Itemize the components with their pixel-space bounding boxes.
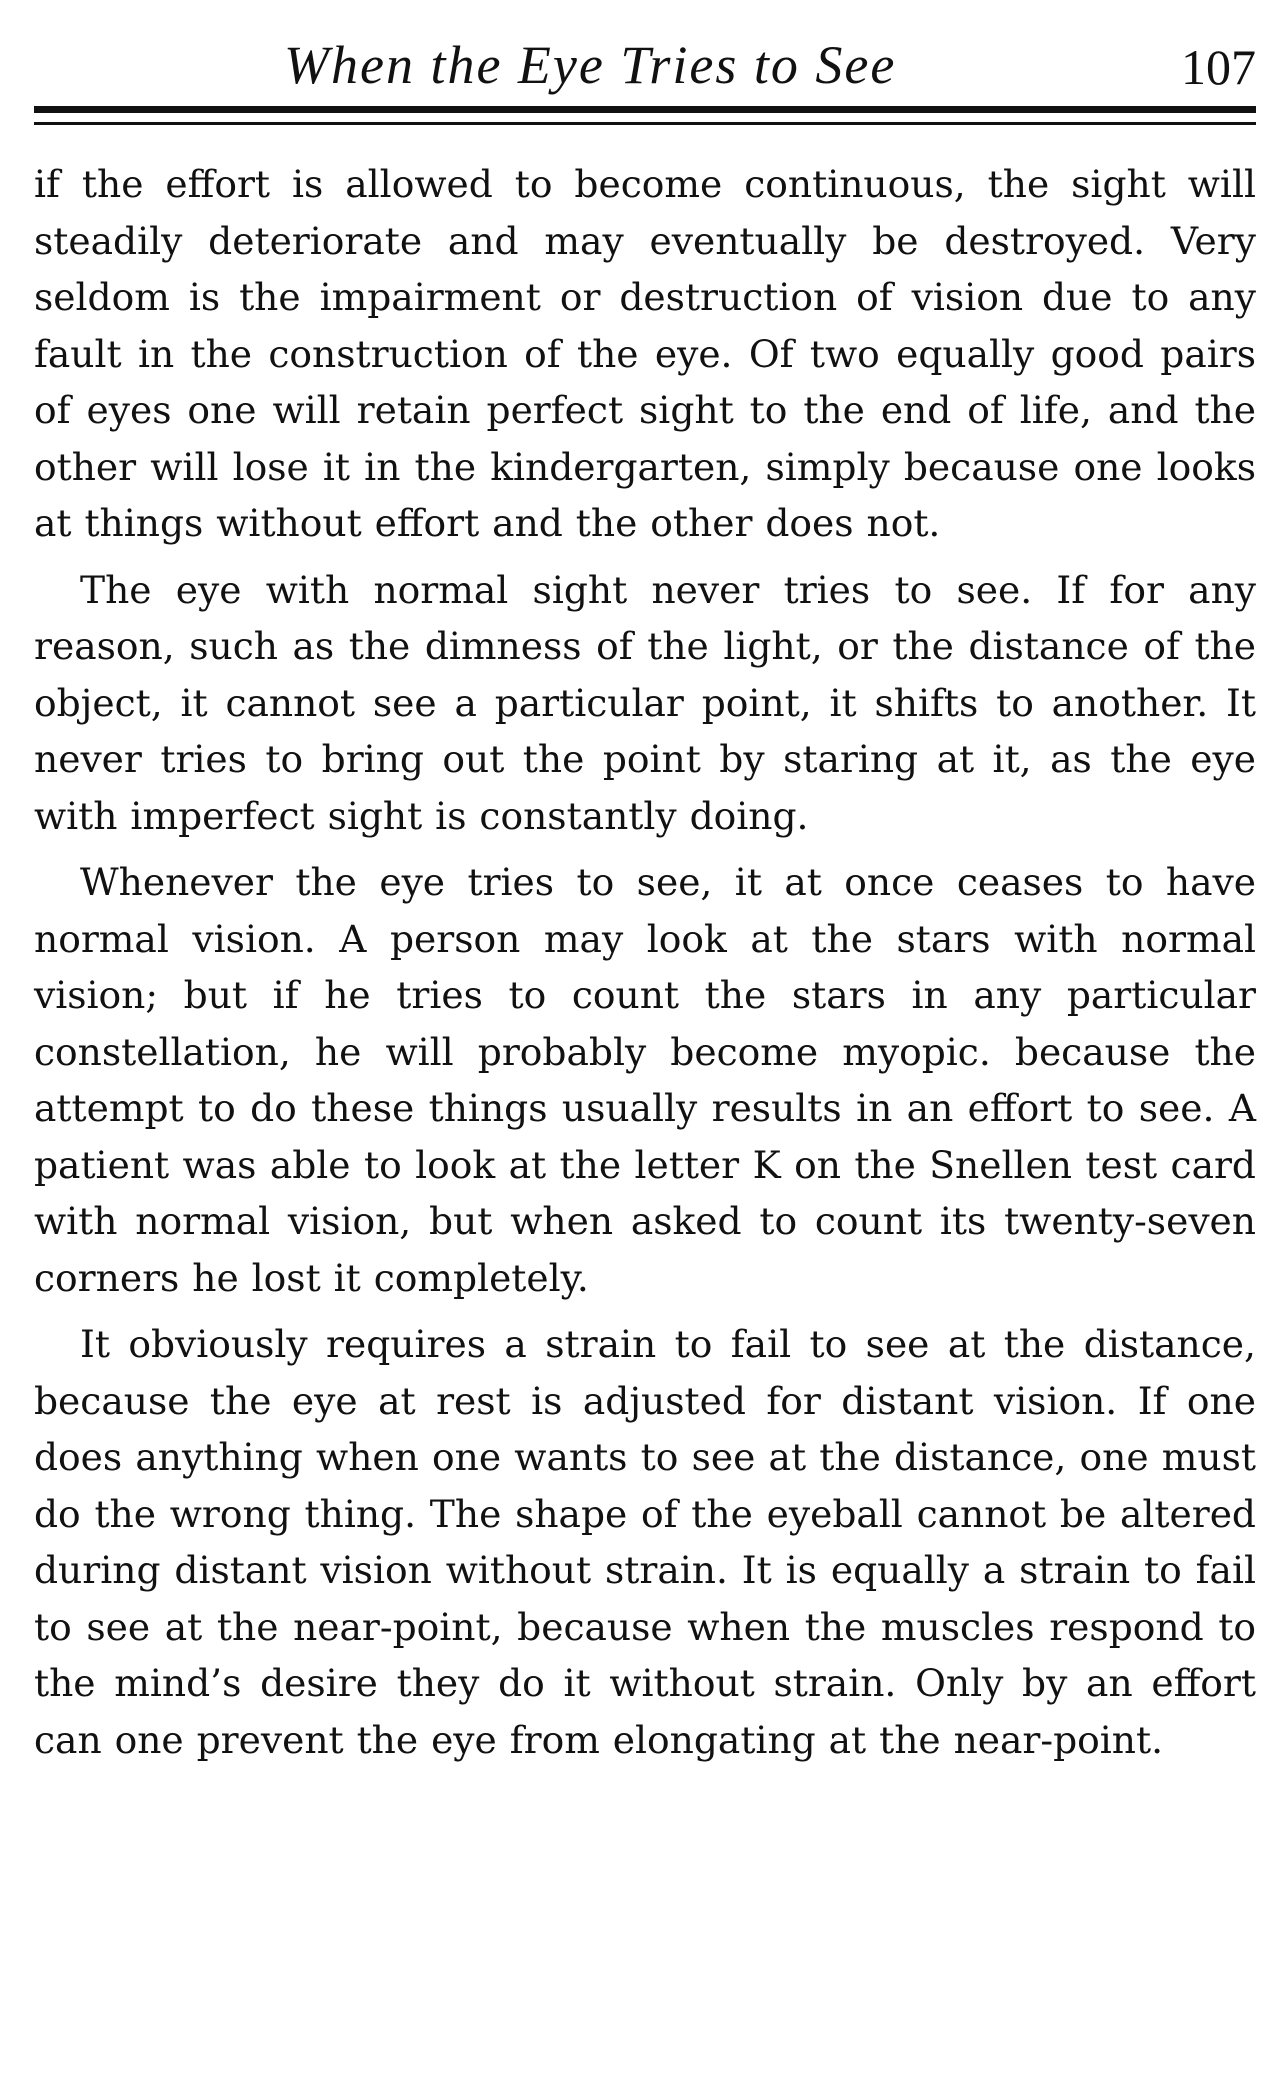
book-page (34, 0, 1256, 2082)
paragraph-4: It obviously requires a strain to fail to see at the distance, because the eye at rest is adjusted for distant vision. If one does anything when one wants to see at the distance, one must do the wrong thing. The shape of the eyeball cannot be altered during distant vision without strain. It is equally a strain to fail to see at the near-point, because when the muscles respond to the mind’s desire they do it without strain. Only by an effort can one prevent the eye from elongating at the near-point. (34, 1322, 1256, 1762)
body-text (34, 156, 1256, 1778)
running-title: When the Eye Tries to See (284, 35, 897, 95)
header-rule-thick (34, 106, 1256, 113)
page-number: 107 (1181, 39, 1256, 95)
paragraph-2: The eye with normal sight never tries to see. If for any reason, such as the dimness of the light, or the distance of the object, it cannot see a particular point, it shifts to another. It never tries to bring out the point by staring at it, as the eye with imperfect sight is constantly doing. (34, 567, 1256, 838)
header-rule-thin (34, 122, 1256, 125)
paragraph-1: if the effort is allowed to become continuous, the sight will steadily deteriorate and may eventually be destroyed. Very seldom is the impairment or destruction of vision due to any fault in the construction of the eye. Of two equally good pairs of eyes one will retain perfect sight to the end of life, and the other will lose it in the kindergarten, simply because one looks at things without effort and the other does not. (34, 162, 1256, 545)
paragraph-3: Whenever the eye tries to see, it at once ceases to have normal vision. A person may look at the stars with normal vision; but if he tries to count the stars in any particular constellation, he will probably become myopic. because the attempt to do these things usually results in an effort to see. A patient was able to look at the letter K on the Snellen test card with normal vision, but when asked to count its twenty-seven corners he lost it completely. (34, 860, 1256, 1300)
running-head (34, 0, 1256, 100)
